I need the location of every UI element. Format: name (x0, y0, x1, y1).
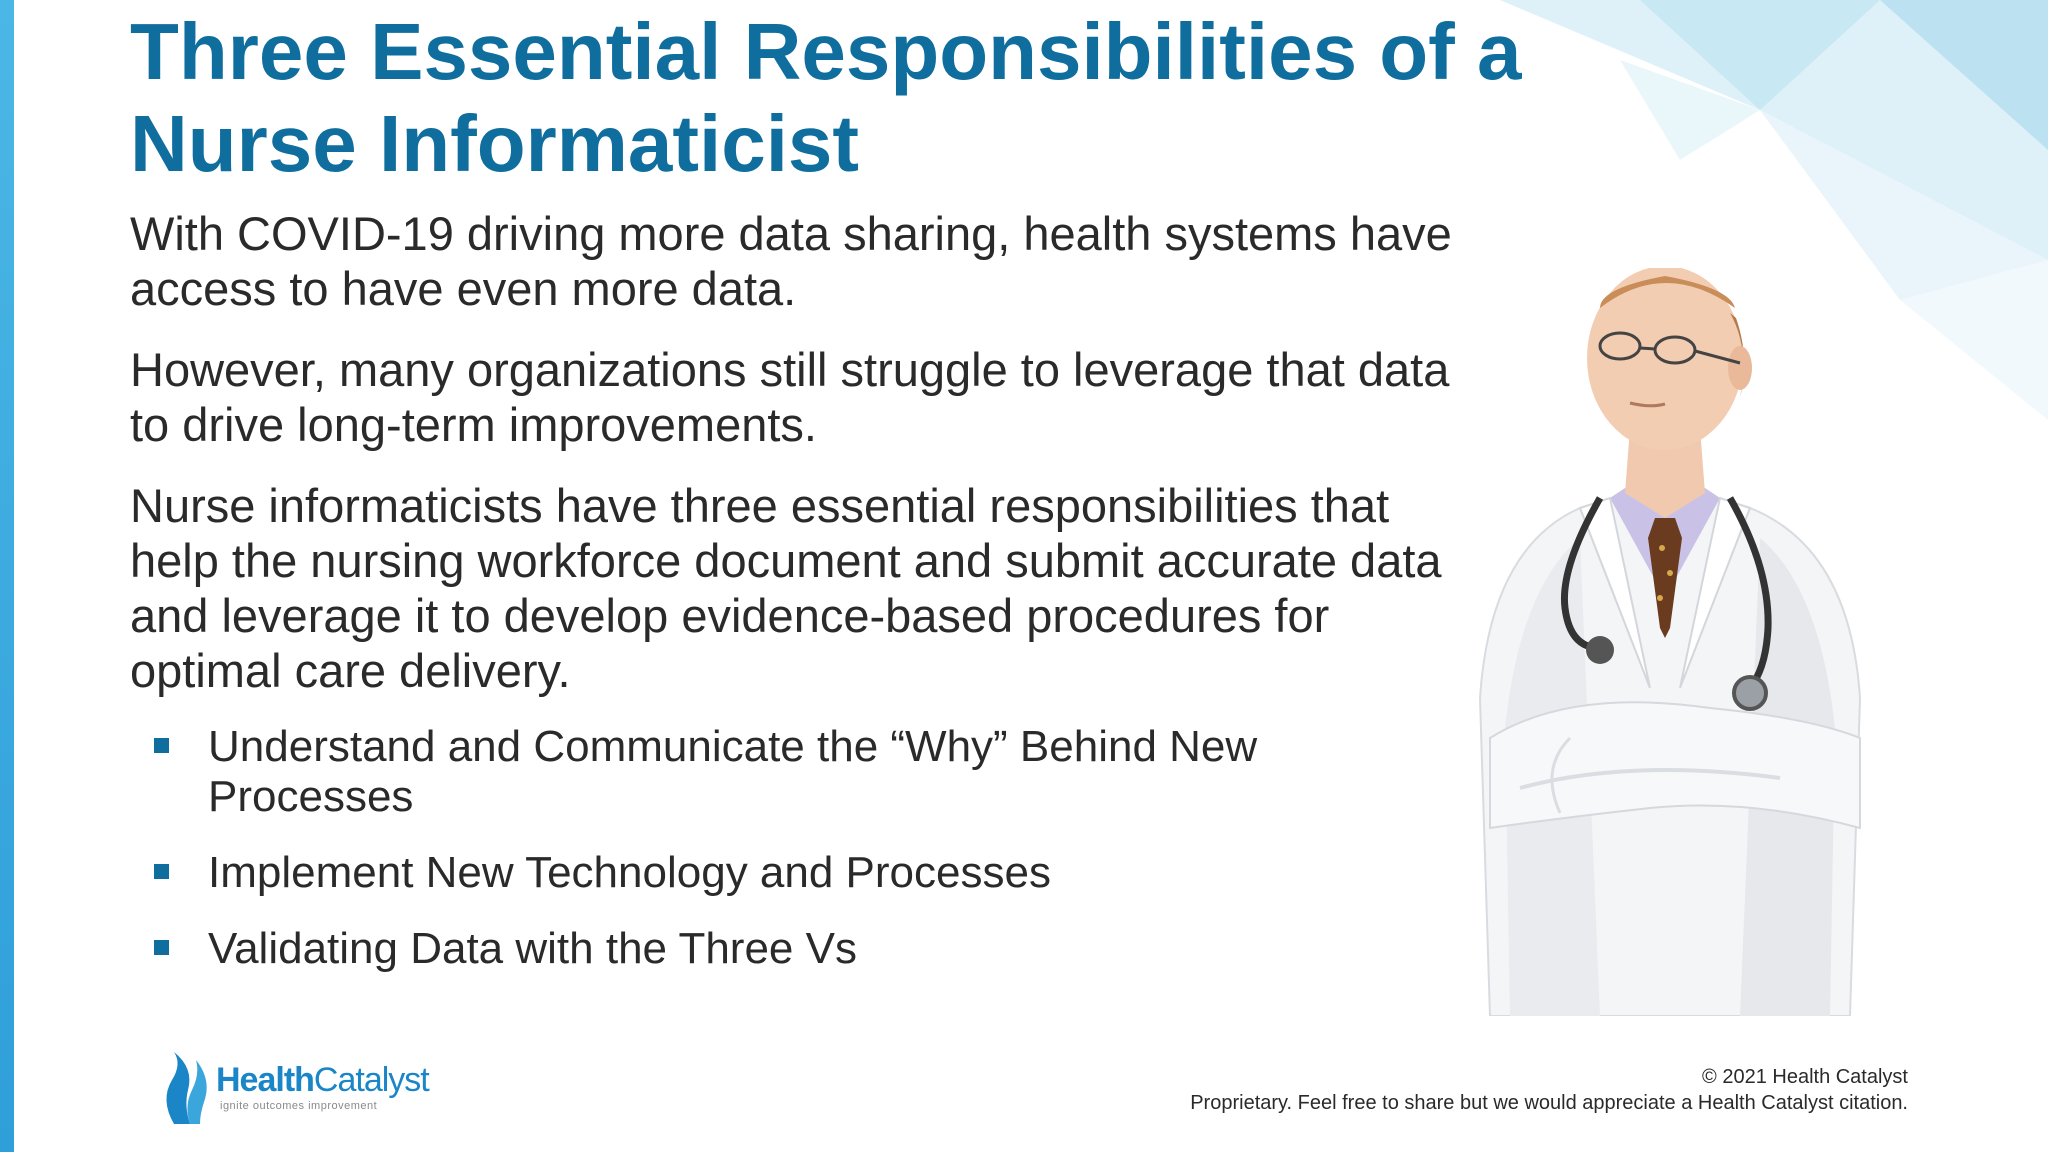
paragraph-struggle: However, many organizations still struggle to leverage that data to drive long-term improvements. (130, 343, 1450, 451)
flame-logo-icon (160, 1050, 208, 1126)
responsibility-list (154, 722, 1434, 1000)
copyright-line: © 2021 Health Catalyst (1702, 1066, 1908, 1088)
copyright-block (1190, 1064, 1908, 1116)
bullet-text: Implement New Technology and Processes (208, 848, 1051, 897)
square-bullet-icon (154, 940, 169, 955)
square-bullet-icon (154, 864, 169, 879)
logo-wordmark (216, 1060, 429, 1100)
logo-word-catalyst: Catalyst (313, 1061, 429, 1099)
slide-title: Three Essential Responsibilities of a Nurse Informaticist (130, 7, 1522, 188)
health-catalyst-logo (160, 1050, 480, 1130)
square-bullet-icon (154, 738, 169, 753)
slide-body (130, 206, 1460, 724)
bullet-text: Validating Data with the Three Vs (208, 924, 857, 973)
paragraph-covid: With COVID-19 driving more data sharing, health systems have access to have even more data. (130, 207, 1452, 315)
list-item (154, 722, 1434, 822)
list-item (154, 848, 1434, 898)
logo-word-health: Health (216, 1061, 314, 1099)
bullet-text: Understand and Communicate the “Why” Behind New Processes (208, 722, 1258, 821)
list-item (154, 924, 1434, 974)
logo-tagline: ignite outcomes improvement (220, 1100, 378, 1112)
doctor-illustration (1450, 268, 1890, 1016)
accent-bar (0, 0, 14, 1152)
proprietary-notice: Proprietary. Feel free to share but we would appreciate a Health Catalyst citation. (1190, 1092, 1908, 1114)
paragraph-responsibilities: Nurse informaticists have three essential responsibilities that help the nursing workforce document and submit accurate data and leverage it to develop evidence-based procedures for optimal care delivery. (130, 479, 1442, 697)
